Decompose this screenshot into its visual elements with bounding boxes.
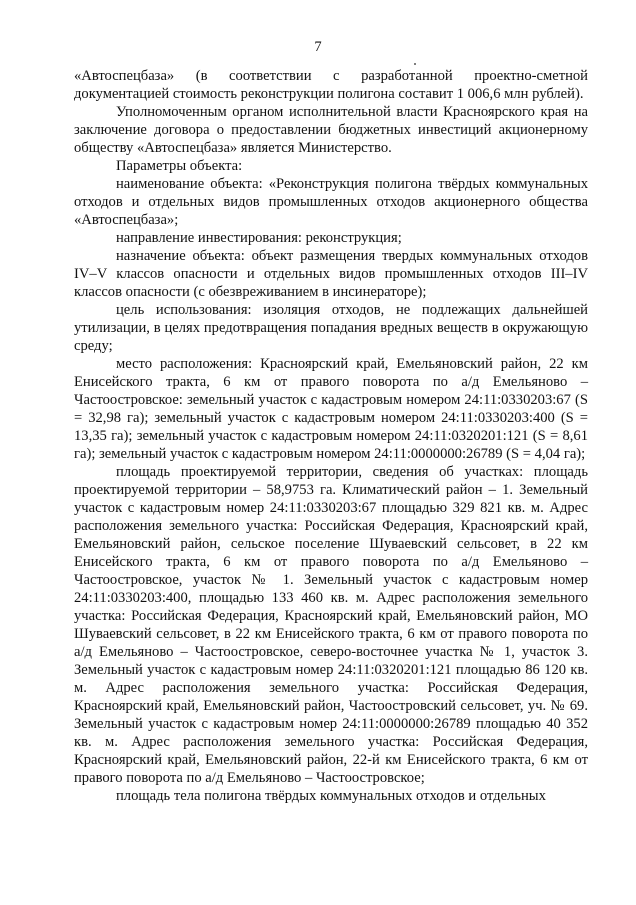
paragraph-8: место расположения: Красноярский край, Емельяновский район, 22 км Енисейского тракта, 6 км от правого поворота по а/д Емельяново – Частоостровское: земельный участок с кадастровым номером 24:11:0330203:67 (S = 32,98 га); земельный участок с кадастровым номером 24:11:0330203:400 (S = 13,35 га); земельный участок с кадастровым номером 24:11:0320201:121 (S = 8,61 га); земельный участок с кадастровым номером 24:11:0000000:26789 (S = 4,04 га); [74,356,588,462]
paragraph-7: цель использования: изоляция отходов, не подлежащих дальнейшей утилизации, в целях предотвращения попадания вредных веществ в окружающую среду; [74,302,588,354]
document-body [74,67,588,805]
paragraph-9: площадь проектируемой территории, сведения об участках: площадь проектируемой территории – 58,9753 га. Климатический район – 1. Земельный участок с кадастровым номер 24:11:0330203:67 площадью 329 821 кв. м. Адрес расположения земельного участка: Российская Федерация, Красноярский край, Емельяновский район, сельское поселение Шуваевский сельсовет, в 22 км Енисейского тракта, 6 км от правого поворота по а/д Емельяново – Частоостровское, участок № 1. Земельный участок с кадастровым номер 24:11:0330203:400, площадью 133 460 кв. м. Адрес расположения земельного участка: Российская Федерация, Красноярский край, Емельяновский район, МО Шуваевский сельсовет, в 22 км Енисейского тракта, 6 км от правого поворота по а/д Емельяново – Частоостровское, северо-восточнее участка № 1, участок 3. Земельный участок с кадастровым номер 24:11:0320201:121 площадью 86 120 кв. м. Адрес расположения земельного участка: Российская Федерация, Красноярский край, Емельяновский район, Частоостровский сельсовет, уч. № 69. Земельный участок с кадастровым номер 24:11:0000000:26789 площадью 40 352 кв. м. Адрес расположения земельного участка: Российская Федерация, Красноярский край, Емельяновский район, 22-й км Енисейского тракта, 6 км от правого поворота по а/д Емельяново – Частоостровское; [74,464,588,786]
paragraph-5: направление инвестирования: реконструкция; [116,230,402,246]
paragraph-3: Параметры объекта: [116,158,243,174]
paragraph-4: наименование объекта: «Реконструкция полигона твёрдых коммунальных отходов и отдельных видов промышленных отходов акционерного общества «Автоспецбаза»; [74,176,588,228]
paragraph-10: площадь тела полигона твёрдых коммунальных отходов и отдельных [116,788,546,804]
scan-speck [414,63,416,65]
paragraph-2: Уполномоченным органом исполнительной власти Красноярского края на заключение договора о предоставлении бюджетных инвестиций акционерному обществу «Автоспецбаза» является Министерство. [74,104,588,156]
paragraph-1: «Автоспецбаза» (в соответствии с разработанной проектно-сметной документацией стоимость реконструкции полигона составит 1 006,6 млн рублей). [74,68,588,102]
page-number: 7 [314,39,322,55]
paragraph-6: назначение объекта: объект размещения твердых коммунальных отходов IV–V классов опасности и отдельных видов промышленных отходов III–IV классов опасности (с обезвреживанием в инсинераторе); [74,248,588,300]
